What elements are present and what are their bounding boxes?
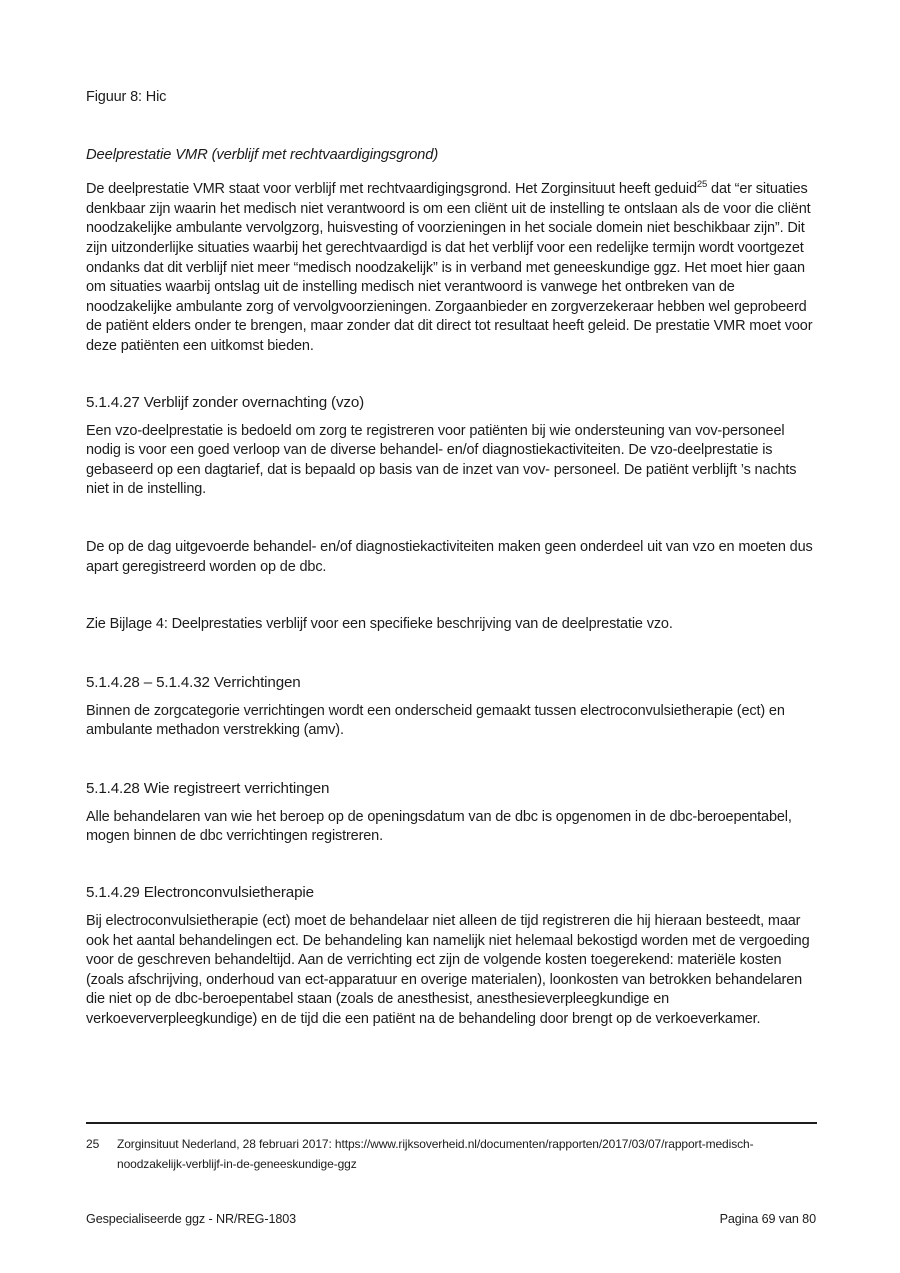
vmr-paragraph-start: De deelprestatie VMR staat voor verblijf met rechtvaardigingsgrond. Het Zorginsituut heeft geduid (86, 181, 697, 198)
section-5-1-4-28-32-paragraph-1: Binnen de zorgcategorie verrichtingen wordt een onderscheid gemaakt tussen electroconvulsietherapie (ect) en ambulante methadon verstrekking (amv). (86, 702, 785, 739)
footnote-25 (86, 1135, 817, 1174)
section-heading-5-1-4-28-wie: 5.1.4.28 Wie registreert verrichtingen (86, 779, 330, 797)
page-footer (86, 1212, 816, 1226)
section-heading-5-1-4-28-32: 5.1.4.28 – 5.1.4.32 Verrichtingen (86, 673, 301, 691)
vmr-paragraph (86, 180, 816, 356)
vmr-paragraph-end: dat “er situaties denkbaar zijn waarin het medisch niet verantwoord is om een cliënt uit de instelling te ontslaan als de voor die cliënt noodzakelijke ambulante vervolgzorg, huisvesting of voorzieningen in het sociale domein niet beschikbaar zijn”. Dit zijn uitzonderlijke situaties waarbij het gerechtvaardigd is dat het verblijf voor een redelijke termijn wordt voortgezet ondanks dat dit verblijf niet meer “medisch noodzakelijk” is in verband met geneeskundige ggz. Het moet hier gaan om situaties waarbij ontslag uit de instelling medisch niet verantwoord is vanwege het ontbreken van de noodzakelijke ambulante zorg of vervolgvoorzieningen. Zorgaanbieder en zorgverzekeraar hebben wel geprobeerd de patiënt elders onder te brengen, maar zonder dat dit direct tot resultaat heeft geleid. De prestatie VMR moet voor deze patiënten een uitkomst bieden. (86, 181, 813, 354)
document-content (86, 0, 816, 1030)
figure-caption: Figuur 8: Hic (86, 89, 167, 105)
section-heading-5-1-4-27: 5.1.4.27 Verblijf zonder overnachting (vzo) (86, 393, 365, 411)
section-5-1-4-27-paragraph-1: Een vzo-deelprestatie is bedoeld om zorg te registreren voor patiënten bij wie ondersteuning van vov-personeel nodig is voor een goed verloop van de diverse behandel- en/of diagnostiekactiviteiten. De vzo-deelprestatie is gebaseerd op een dagtarief, dat is bepaald op basis van de inzet van vov- personeel. De patiënt verblijft ’s nachts niet in de instelling. (86, 422, 797, 498)
footer-document-title: Gespecialiseerde ggz - NR/REG-1803 (86, 1212, 297, 1226)
footnote-number: 25 (86, 1137, 100, 1151)
section-5-1-4-27-paragraph-3: Zie Bijlage 4: Deelprestaties verblijf voor een specifieke beschrijving van de deelprestatie vzo. (86, 616, 673, 633)
section-heading-5-1-4-29: 5.1.4.29 Electronconvulsietherapie (86, 884, 314, 902)
vmr-italic-heading: Deelprestatie VMR (verblijf met rechtvaardigingsgrond) (86, 146, 439, 163)
section-5-1-4-27-paragraph-2: De op de dag uitgevoerde behandel- en/of diagnostiekactiviteiten maken geen onderdeel uit van vzo en moeten dus apart geregistreerd worden op de dbc. (86, 538, 813, 575)
footnote-reference-25: 25 (696, 179, 708, 191)
footnote-text: Zorginsituut Nederland, 28 februari 2017: https://www.rijksoverheid.nl/documenten/rapporten/2017/03/07/rapport-medisch-noodzakelijk-verblijf-in-de-geneeskundige-ggz (117, 1137, 754, 1171)
section-5-1-4-29-paragraph-1: Bij electroconvulsietherapie (ect) moet de behandelaar niet alleen de tijd registreren die hij hieraan besteedt, maar ook het aantal behandelingen ect. De behandeling kan namelijk niet helemaal bekostigd worden met de vergoeding voor de geschreven behandeltijd. Aan de verrichting ect zijn de volgende kosten toegerekend: materiële kosten (zoals afschrijving, onderhoud van ect-apparatuur en overige materialen), loonkosten van betrokken behandelaren die niet op de dbc-beroepentabel staan (zoals de anesthesist, anesthesieverpleegkundige en verkoeververpleegkundige) en de tijd die een patiënt na de behandeling door brengt op de verkoeverkamer. (86, 913, 810, 1028)
section-5-1-4-28-wie-paragraph-1: Alle behandelaren van wie het beroep op de openingsdatum van de dbc is opgenomen in de dbc-beroepentabel, mogen binnen de dbc verrichtingen registreren. (86, 808, 792, 845)
footer-page-number: Pagina 69 van 80 (719, 1212, 816, 1226)
footnote-block (86, 1122, 817, 1174)
